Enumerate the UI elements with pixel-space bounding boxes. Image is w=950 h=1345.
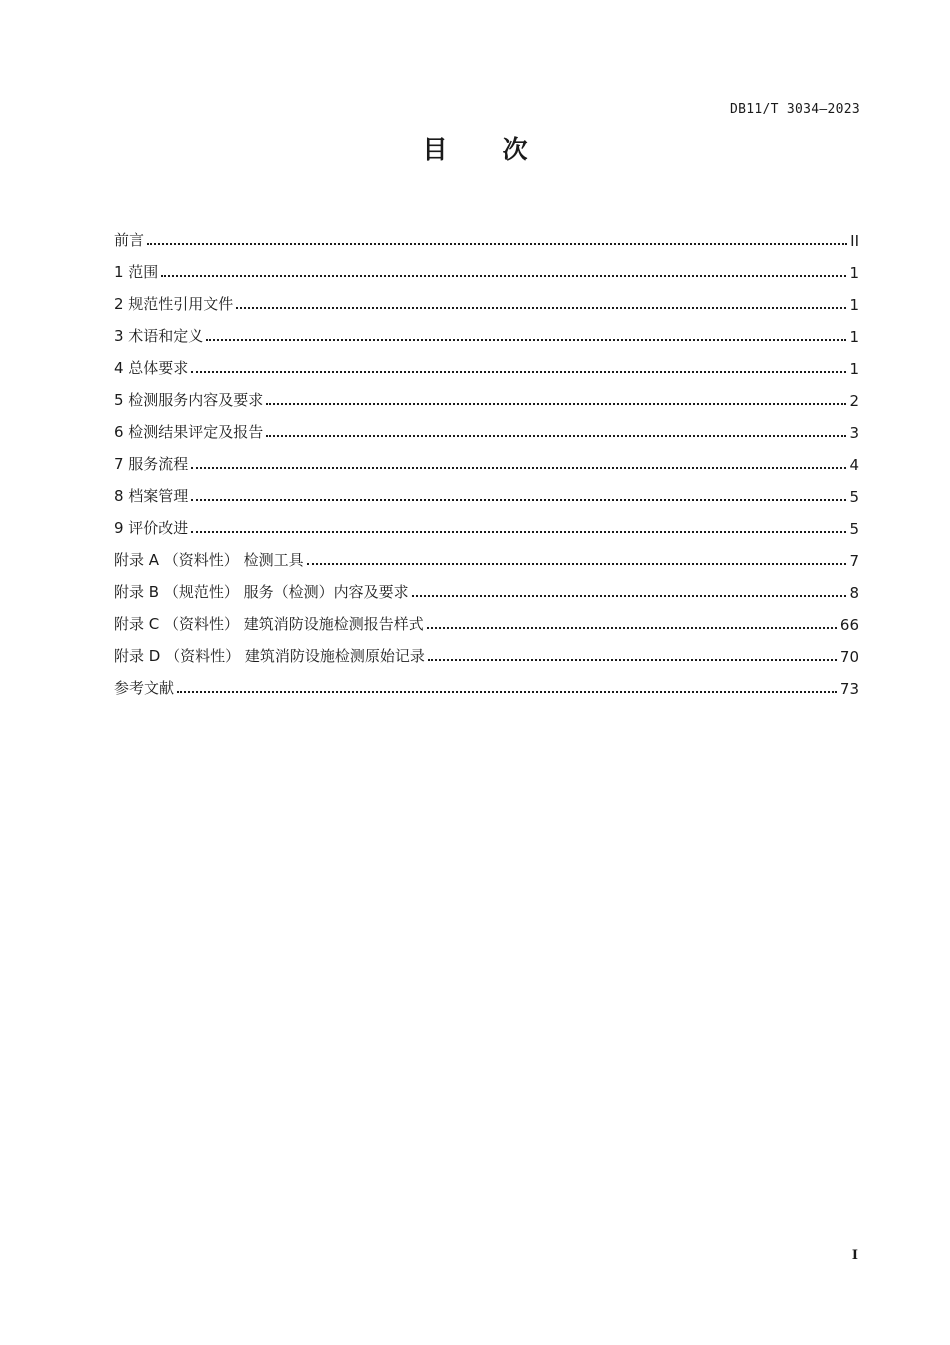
page-number: I <box>851 1248 858 1263</box>
toc-entry-page: 5 <box>849 520 859 538</box>
toc-leader-dots <box>161 275 846 277</box>
toc-leader-dots <box>191 371 846 373</box>
toc-leader-dots <box>147 243 847 245</box>
toc-entry[interactable] <box>114 218 859 250</box>
toc-entry-page: 1 <box>849 296 859 314</box>
toc-entry[interactable] <box>114 474 859 506</box>
toc-entry-page: 2 <box>849 392 859 410</box>
toc-entry[interactable] <box>114 346 859 378</box>
toc-entry-label: 1 范围 <box>114 263 159 281</box>
toc-entry-label: 4 总体要求 <box>114 359 189 377</box>
toc-entry-page: II <box>850 232 859 250</box>
toc-entry[interactable] <box>114 538 859 570</box>
toc-entry-page: 70 <box>839 648 859 666</box>
document-code: DB11/T 3034—2023 <box>729 102 860 117</box>
toc-entry-page: 5 <box>849 488 859 506</box>
toc-entry-page: 1 <box>849 328 859 346</box>
toc-leader-dots <box>191 499 846 501</box>
toc-entry-label: 3 术语和定义 <box>114 327 204 345</box>
toc-leader-dots <box>266 435 846 437</box>
toc-entry-label: 前言 <box>114 231 145 249</box>
page-title: 目次 <box>422 135 583 164</box>
toc-leader-dots <box>206 339 846 341</box>
toc-entry-label: 2 规范性引用文件 <box>114 295 234 313</box>
toc-entry-label: 附录 C （资料性） 建筑消防设施检测报告样式 <box>114 615 424 633</box>
toc-entry-label: 7 服务流程 <box>114 455 189 473</box>
toc-leader-dots <box>307 563 847 565</box>
toc-entry-page: 66 <box>839 616 859 634</box>
toc-entry-page: 7 <box>849 552 859 570</box>
toc-entry[interactable] <box>114 442 859 474</box>
toc-entry-label: 参考文献 <box>114 679 175 697</box>
toc-entry[interactable] <box>114 602 859 634</box>
toc-entry[interactable] <box>114 314 859 346</box>
toc-entry[interactable] <box>114 378 859 410</box>
toc-leader-dots <box>427 627 837 629</box>
toc-entry-label: 附录 A （资料性） 检测工具 <box>114 551 304 569</box>
toc-leader-dots <box>191 531 846 533</box>
toc-entry-page: 1 <box>849 360 859 378</box>
toc-leader-dots <box>177 691 837 693</box>
toc-entry[interactable] <box>114 666 859 698</box>
toc-entry-page: 1 <box>849 264 859 282</box>
table-of-contents <box>114 218 859 698</box>
toc-entry-page: 73 <box>839 680 859 698</box>
toc-entry-label: 9 评价改进 <box>114 519 189 537</box>
toc-entry[interactable] <box>114 282 859 314</box>
toc-entry-page: 3 <box>849 424 859 442</box>
toc-entry-page: 8 <box>849 584 859 602</box>
toc-leader-dots <box>412 595 847 597</box>
toc-leader-dots <box>236 307 846 309</box>
toc-leader-dots <box>266 403 846 405</box>
toc-entry-label: 8 档案管理 <box>114 487 189 505</box>
toc-entry[interactable] <box>114 570 859 602</box>
toc-entry[interactable] <box>114 410 859 442</box>
toc-entry[interactable] <box>114 634 859 666</box>
toc-entry[interactable] <box>114 506 859 538</box>
toc-entry[interactable] <box>114 250 859 282</box>
toc-leader-dots <box>428 659 837 661</box>
toc-entry-label: 附录 D （资料性） 建筑消防设施检测原始记录 <box>114 647 425 665</box>
toc-entry-page: 4 <box>849 456 859 474</box>
toc-entry-label: 5 检测服务内容及要求 <box>114 391 264 409</box>
toc-leader-dots <box>191 467 846 469</box>
toc-entry-label: 附录 B （规范性） 服务（检测）内容及要求 <box>114 583 409 601</box>
toc-entry-label: 6 检测结果评定及报告 <box>114 423 264 441</box>
